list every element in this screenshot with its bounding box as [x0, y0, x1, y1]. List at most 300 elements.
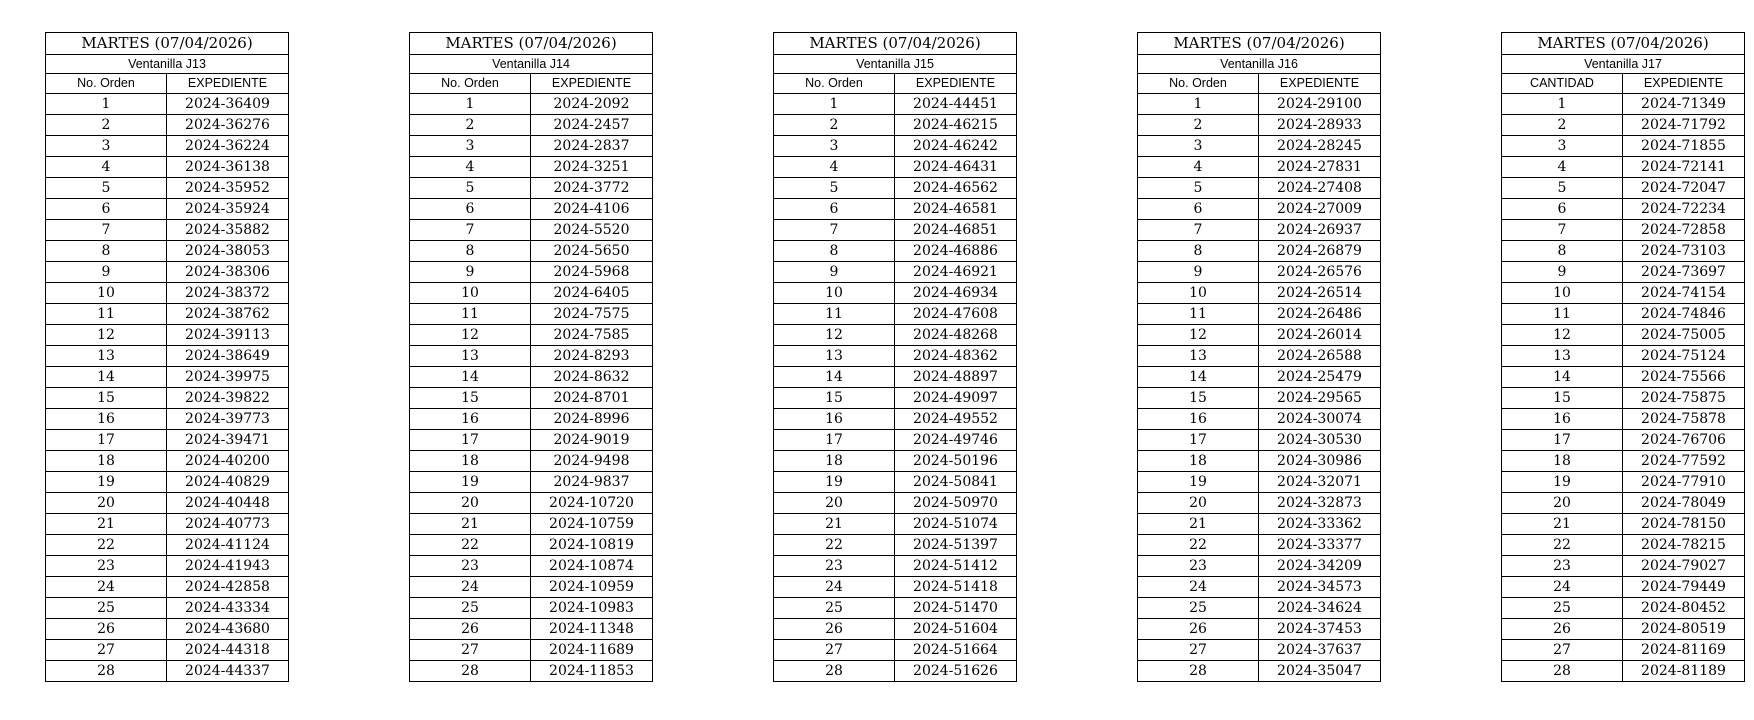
file-number-cell: 2024-75005 [1623, 325, 1745, 346]
file-number-cell: 2024-46921 [895, 262, 1017, 283]
table-row [46, 493, 289, 514]
table-row [410, 598, 653, 619]
schedule-table [773, 32, 1017, 682]
table-row [1138, 367, 1381, 388]
table-row [774, 535, 1017, 556]
order-number-cell: 9 [774, 262, 895, 283]
order-number-cell: 10 [1502, 283, 1623, 304]
file-number-cell: 2024-50196 [895, 451, 1017, 472]
order-number-cell: 28 [410, 661, 531, 682]
order-number-cell: 3 [46, 136, 167, 157]
file-number-cell: 2024-11348 [531, 619, 653, 640]
file-number-cell: 2024-46851 [895, 220, 1017, 241]
order-number-cell: 21 [774, 514, 895, 535]
table-row [46, 472, 289, 493]
order-number-cell: 16 [1502, 409, 1623, 430]
table-row [1502, 640, 1745, 661]
order-number-cell: 28 [1502, 661, 1623, 682]
order-number-cell: 19 [46, 472, 167, 493]
window-label: Ventanilla J17 [1502, 55, 1745, 74]
table-row [410, 220, 653, 241]
table-row [1502, 556, 1745, 577]
order-number-cell: 15 [774, 388, 895, 409]
file-number-cell: 2024-2092 [531, 94, 653, 115]
table-row [1138, 556, 1381, 577]
file-number-cell: 2024-10720 [531, 493, 653, 514]
file-number-cell: 2024-7585 [531, 325, 653, 346]
order-number-cell: 19 [410, 472, 531, 493]
order-number-cell: 26 [774, 619, 895, 640]
order-number-cell: 24 [1502, 577, 1623, 598]
file-number-cell: 2024-32071 [1259, 472, 1381, 493]
file-number-cell: 2024-51418 [895, 577, 1017, 598]
file-number-cell: 2024-26514 [1259, 283, 1381, 304]
file-number-cell: 2024-72234 [1623, 199, 1745, 220]
file-number-cell: 2024-40200 [167, 451, 289, 472]
order-number-cell: 24 [1138, 577, 1259, 598]
table-row [1502, 94, 1745, 115]
order-number-cell: 9 [410, 262, 531, 283]
order-number-cell: 11 [774, 304, 895, 325]
order-number-cell: 13 [774, 346, 895, 367]
table-row [1502, 115, 1745, 136]
order-number-cell: 1 [410, 94, 531, 115]
order-number-cell: 12 [46, 325, 167, 346]
table-row [774, 556, 1017, 577]
order-number-cell: 23 [1502, 556, 1623, 577]
table-row [46, 94, 289, 115]
file-number-cell: 2024-8293 [531, 346, 653, 367]
file-number-cell: 2024-75875 [1623, 388, 1745, 409]
order-number-cell: 8 [774, 241, 895, 262]
order-number-cell: 12 [774, 325, 895, 346]
file-number-cell: 2024-34573 [1259, 577, 1381, 598]
table-row [410, 304, 653, 325]
order-number-cell: 9 [1138, 262, 1259, 283]
window-label: Ventanilla J14 [410, 55, 653, 74]
schedule-table [45, 32, 289, 682]
table-row [410, 661, 653, 682]
column-header-file: EXPEDIENTE [167, 74, 289, 94]
file-number-cell: 2024-8701 [531, 388, 653, 409]
table-row [1138, 661, 1381, 682]
file-number-cell: 2024-41124 [167, 535, 289, 556]
file-number-cell: 2024-44318 [167, 640, 289, 661]
order-number-cell: 13 [410, 346, 531, 367]
table-row [1502, 493, 1745, 514]
file-number-cell: 2024-26588 [1259, 346, 1381, 367]
file-number-cell: 2024-36138 [167, 157, 289, 178]
order-number-cell: 21 [46, 514, 167, 535]
column-header-order: No. Orden [774, 74, 895, 94]
order-number-cell: 5 [410, 178, 531, 199]
file-number-cell: 2024-46562 [895, 178, 1017, 199]
file-number-cell: 2024-33362 [1259, 514, 1381, 535]
order-number-cell: 20 [410, 493, 531, 514]
table-row [410, 451, 653, 472]
table-row [46, 157, 289, 178]
order-number-cell: 25 [1502, 598, 1623, 619]
table-row [1502, 136, 1745, 157]
order-number-cell: 14 [774, 367, 895, 388]
table-row [1138, 346, 1381, 367]
order-number-cell: 15 [1138, 388, 1259, 409]
order-number-cell: 27 [774, 640, 895, 661]
order-number-cell: 12 [1138, 325, 1259, 346]
file-number-cell: 2024-51664 [895, 640, 1017, 661]
table-title: MARTES (07/04/2026) [410, 33, 653, 55]
table-row [774, 220, 1017, 241]
order-number-cell: 16 [1138, 409, 1259, 430]
order-number-cell: 26 [1502, 619, 1623, 640]
order-number-cell: 19 [1138, 472, 1259, 493]
order-number-cell: 20 [46, 493, 167, 514]
order-number-cell: 23 [410, 556, 531, 577]
table-row [1502, 619, 1745, 640]
order-number-cell: 4 [46, 157, 167, 178]
order-number-cell: 4 [1138, 157, 1259, 178]
table-row [46, 367, 289, 388]
table-row [410, 388, 653, 409]
order-number-cell: 8 [1138, 241, 1259, 262]
table-row [1138, 598, 1381, 619]
file-number-cell: 2024-81169 [1623, 640, 1745, 661]
order-number-cell: 6 [1502, 199, 1623, 220]
order-number-cell: 2 [774, 115, 895, 136]
file-number-cell: 2024-9837 [531, 472, 653, 493]
order-number-cell: 14 [410, 367, 531, 388]
order-number-cell: 13 [1502, 346, 1623, 367]
table-row [410, 472, 653, 493]
file-number-cell: 2024-74154 [1623, 283, 1745, 304]
file-number-cell: 2024-76706 [1623, 430, 1745, 451]
order-number-cell: 8 [1502, 241, 1623, 262]
table-row [1138, 262, 1381, 283]
table-row [1502, 577, 1745, 598]
table-row [1138, 94, 1381, 115]
table-row [774, 325, 1017, 346]
order-number-cell: 18 [774, 451, 895, 472]
file-number-cell: 2024-51604 [895, 619, 1017, 640]
table-row [410, 640, 653, 661]
file-number-cell: 2024-47608 [895, 304, 1017, 325]
table-row [1502, 472, 1745, 493]
file-number-cell: 2024-2837 [531, 136, 653, 157]
table-row [410, 262, 653, 283]
table-row [46, 199, 289, 220]
order-number-cell: 27 [1138, 640, 1259, 661]
table-row [1502, 388, 1745, 409]
table-row [46, 262, 289, 283]
table-row [774, 94, 1017, 115]
table-row [774, 619, 1017, 640]
file-number-cell: 2024-25479 [1259, 367, 1381, 388]
file-number-cell: 2024-39975 [167, 367, 289, 388]
table-row [410, 94, 653, 115]
table-row [1502, 598, 1745, 619]
table-row [1502, 430, 1745, 451]
table-row [1138, 304, 1381, 325]
file-number-cell: 2024-39773 [167, 409, 289, 430]
file-number-cell: 2024-39471 [167, 430, 289, 451]
file-number-cell: 2024-51074 [895, 514, 1017, 535]
file-number-cell: 2024-30986 [1259, 451, 1381, 472]
order-number-cell: 26 [410, 619, 531, 640]
table-row [46, 136, 289, 157]
file-number-cell: 2024-10874 [531, 556, 653, 577]
order-number-cell: 4 [1502, 157, 1623, 178]
file-number-cell: 2024-36409 [167, 94, 289, 115]
file-number-cell: 2024-78150 [1623, 514, 1745, 535]
file-number-cell: 2024-26486 [1259, 304, 1381, 325]
file-number-cell: 2024-32873 [1259, 493, 1381, 514]
file-number-cell: 2024-80519 [1623, 619, 1745, 640]
order-number-cell: 14 [1502, 367, 1623, 388]
file-number-cell: 2024-44451 [895, 94, 1017, 115]
file-number-cell: 2024-26576 [1259, 262, 1381, 283]
table-row [1138, 178, 1381, 199]
table-row [1502, 241, 1745, 262]
column-header-file: EXPEDIENTE [1623, 74, 1745, 94]
file-number-cell: 2024-27009 [1259, 199, 1381, 220]
file-number-cell: 2024-26014 [1259, 325, 1381, 346]
order-number-cell: 1 [774, 94, 895, 115]
file-number-cell: 2024-36276 [167, 115, 289, 136]
file-number-cell: 2024-77592 [1623, 451, 1745, 472]
order-number-cell: 7 [774, 220, 895, 241]
file-number-cell: 2024-9019 [531, 430, 653, 451]
file-number-cell: 2024-38306 [167, 262, 289, 283]
table-row [774, 409, 1017, 430]
order-number-cell: 20 [1138, 493, 1259, 514]
file-number-cell: 2024-29100 [1259, 94, 1381, 115]
file-number-cell: 2024-7575 [531, 304, 653, 325]
table-row [774, 178, 1017, 199]
file-number-cell: 2024-34209 [1259, 556, 1381, 577]
table-row [774, 577, 1017, 598]
file-number-cell: 2024-33377 [1259, 535, 1381, 556]
table-row [46, 451, 289, 472]
table-row [410, 619, 653, 640]
table-row [1502, 220, 1745, 241]
table-row [46, 577, 289, 598]
file-number-cell: 2024-50841 [895, 472, 1017, 493]
column-header-file: EXPEDIENTE [531, 74, 653, 94]
file-number-cell: 2024-27831 [1259, 157, 1381, 178]
order-number-cell: 13 [1138, 346, 1259, 367]
order-number-cell: 3 [774, 136, 895, 157]
order-number-cell: 23 [774, 556, 895, 577]
order-number-cell: 22 [1138, 535, 1259, 556]
file-number-cell: 2024-73103 [1623, 241, 1745, 262]
table-row [46, 514, 289, 535]
table-row [1138, 451, 1381, 472]
order-number-cell: 4 [774, 157, 895, 178]
order-number-cell: 10 [410, 283, 531, 304]
table-row [1502, 535, 1745, 556]
table-row [774, 199, 1017, 220]
table-row [410, 535, 653, 556]
table-row [46, 325, 289, 346]
file-number-cell: 2024-46934 [895, 283, 1017, 304]
file-number-cell: 2024-44337 [167, 661, 289, 682]
file-number-cell: 2024-10759 [531, 514, 653, 535]
file-number-cell: 2024-10983 [531, 598, 653, 619]
order-number-cell: 10 [46, 283, 167, 304]
file-number-cell: 2024-78049 [1623, 493, 1745, 514]
order-number-cell: 18 [46, 451, 167, 472]
file-number-cell: 2024-40829 [167, 472, 289, 493]
order-number-cell: 14 [1138, 367, 1259, 388]
order-number-cell: 6 [1138, 199, 1259, 220]
table-row [1138, 115, 1381, 136]
table-row [1138, 325, 1381, 346]
column-header-file: EXPEDIENTE [895, 74, 1017, 94]
table-row [774, 472, 1017, 493]
file-number-cell: 2024-81189 [1623, 661, 1745, 682]
table-row [1502, 346, 1745, 367]
table-row [1502, 178, 1745, 199]
file-number-cell: 2024-75124 [1623, 346, 1745, 367]
file-number-cell: 2024-9498 [531, 451, 653, 472]
file-number-cell: 2024-30074 [1259, 409, 1381, 430]
order-number-cell: 14 [46, 367, 167, 388]
order-number-cell: 2 [410, 115, 531, 136]
file-number-cell: 2024-40773 [167, 514, 289, 535]
file-number-cell: 2024-4106 [531, 199, 653, 220]
table-row [46, 556, 289, 577]
table-row [1138, 640, 1381, 661]
order-number-cell: 22 [1502, 535, 1623, 556]
file-number-cell: 2024-50970 [895, 493, 1017, 514]
table-row [46, 178, 289, 199]
file-number-cell: 2024-35924 [167, 199, 289, 220]
order-number-cell: 13 [46, 346, 167, 367]
table-row [774, 493, 1017, 514]
column-header-file: EXPEDIENTE [1259, 74, 1381, 94]
table-row [46, 598, 289, 619]
order-number-cell: 25 [46, 598, 167, 619]
table-row [1138, 493, 1381, 514]
order-number-cell: 9 [1502, 262, 1623, 283]
file-number-cell: 2024-38053 [167, 241, 289, 262]
order-number-cell: 16 [46, 409, 167, 430]
order-number-cell: 21 [1502, 514, 1623, 535]
file-number-cell: 2024-46581 [895, 199, 1017, 220]
column-header-order: No. Orden [410, 74, 531, 94]
file-number-cell: 2024-51397 [895, 535, 1017, 556]
table-row [46, 115, 289, 136]
file-number-cell: 2024-38372 [167, 283, 289, 304]
table-row [1138, 220, 1381, 241]
file-number-cell: 2024-79449 [1623, 577, 1745, 598]
order-number-cell: 27 [1502, 640, 1623, 661]
table-row [46, 430, 289, 451]
file-number-cell: 2024-41943 [167, 556, 289, 577]
column-header-order: No. Orden [46, 74, 167, 94]
order-number-cell: 20 [1502, 493, 1623, 514]
order-number-cell: 12 [1502, 325, 1623, 346]
file-number-cell: 2024-46886 [895, 241, 1017, 262]
table-row [410, 325, 653, 346]
file-number-cell: 2024-74846 [1623, 304, 1745, 325]
order-number-cell: 15 [1502, 388, 1623, 409]
file-number-cell: 2024-35952 [167, 178, 289, 199]
file-number-cell: 2024-35047 [1259, 661, 1381, 682]
table-row [1138, 241, 1381, 262]
table-row [46, 241, 289, 262]
table-row [774, 451, 1017, 472]
file-number-cell: 2024-71792 [1623, 115, 1745, 136]
order-number-cell: 7 [1502, 220, 1623, 241]
file-number-cell: 2024-35882 [167, 220, 289, 241]
file-number-cell: 2024-5968 [531, 262, 653, 283]
order-number-cell: 6 [774, 199, 895, 220]
schedule-table [409, 32, 653, 682]
file-number-cell: 2024-11689 [531, 640, 653, 661]
file-number-cell: 2024-37453 [1259, 619, 1381, 640]
file-number-cell: 2024-43680 [167, 619, 289, 640]
order-number-cell: 17 [410, 430, 531, 451]
table-title: MARTES (07/04/2026) [1502, 33, 1745, 55]
table-row [1138, 535, 1381, 556]
order-number-cell: 27 [410, 640, 531, 661]
table-row [774, 304, 1017, 325]
file-number-cell: 2024-49097 [895, 388, 1017, 409]
order-number-cell: 21 [410, 514, 531, 535]
table-title: MARTES (07/04/2026) [1138, 33, 1381, 55]
order-number-cell: 2 [1502, 115, 1623, 136]
file-number-cell: 2024-80452 [1623, 598, 1745, 619]
order-number-cell: 20 [774, 493, 895, 514]
table-row [410, 241, 653, 262]
window-label: Ventanilla J16 [1138, 55, 1381, 74]
file-number-cell: 2024-26879 [1259, 241, 1381, 262]
file-number-cell: 2024-46215 [895, 115, 1017, 136]
order-number-cell: 17 [774, 430, 895, 451]
table-row [1138, 199, 1381, 220]
order-number-cell: 19 [774, 472, 895, 493]
file-number-cell: 2024-38762 [167, 304, 289, 325]
table-row [410, 577, 653, 598]
order-number-cell: 26 [46, 619, 167, 640]
order-number-cell: 16 [410, 409, 531, 430]
order-number-cell: 28 [46, 661, 167, 682]
file-number-cell: 2024-71855 [1623, 136, 1745, 157]
table-row [1138, 577, 1381, 598]
schedule-table [1137, 32, 1381, 682]
order-number-cell: 18 [410, 451, 531, 472]
file-number-cell: 2024-28933 [1259, 115, 1381, 136]
table-row [46, 346, 289, 367]
file-number-cell: 2024-39113 [167, 325, 289, 346]
file-number-cell: 2024-36224 [167, 136, 289, 157]
order-number-cell: 17 [1502, 430, 1623, 451]
file-number-cell: 2024-51470 [895, 598, 1017, 619]
order-number-cell: 1 [1502, 94, 1623, 115]
table-row [774, 241, 1017, 262]
table-row [774, 136, 1017, 157]
window-label: Ventanilla J13 [46, 55, 289, 74]
table-row [1502, 325, 1745, 346]
table-row [46, 304, 289, 325]
file-number-cell: 2024-75566 [1623, 367, 1745, 388]
order-number-cell: 18 [1138, 451, 1259, 472]
file-number-cell: 2024-10959 [531, 577, 653, 598]
file-number-cell: 2024-77910 [1623, 472, 1745, 493]
table-row [1138, 619, 1381, 640]
table-row [774, 661, 1017, 682]
